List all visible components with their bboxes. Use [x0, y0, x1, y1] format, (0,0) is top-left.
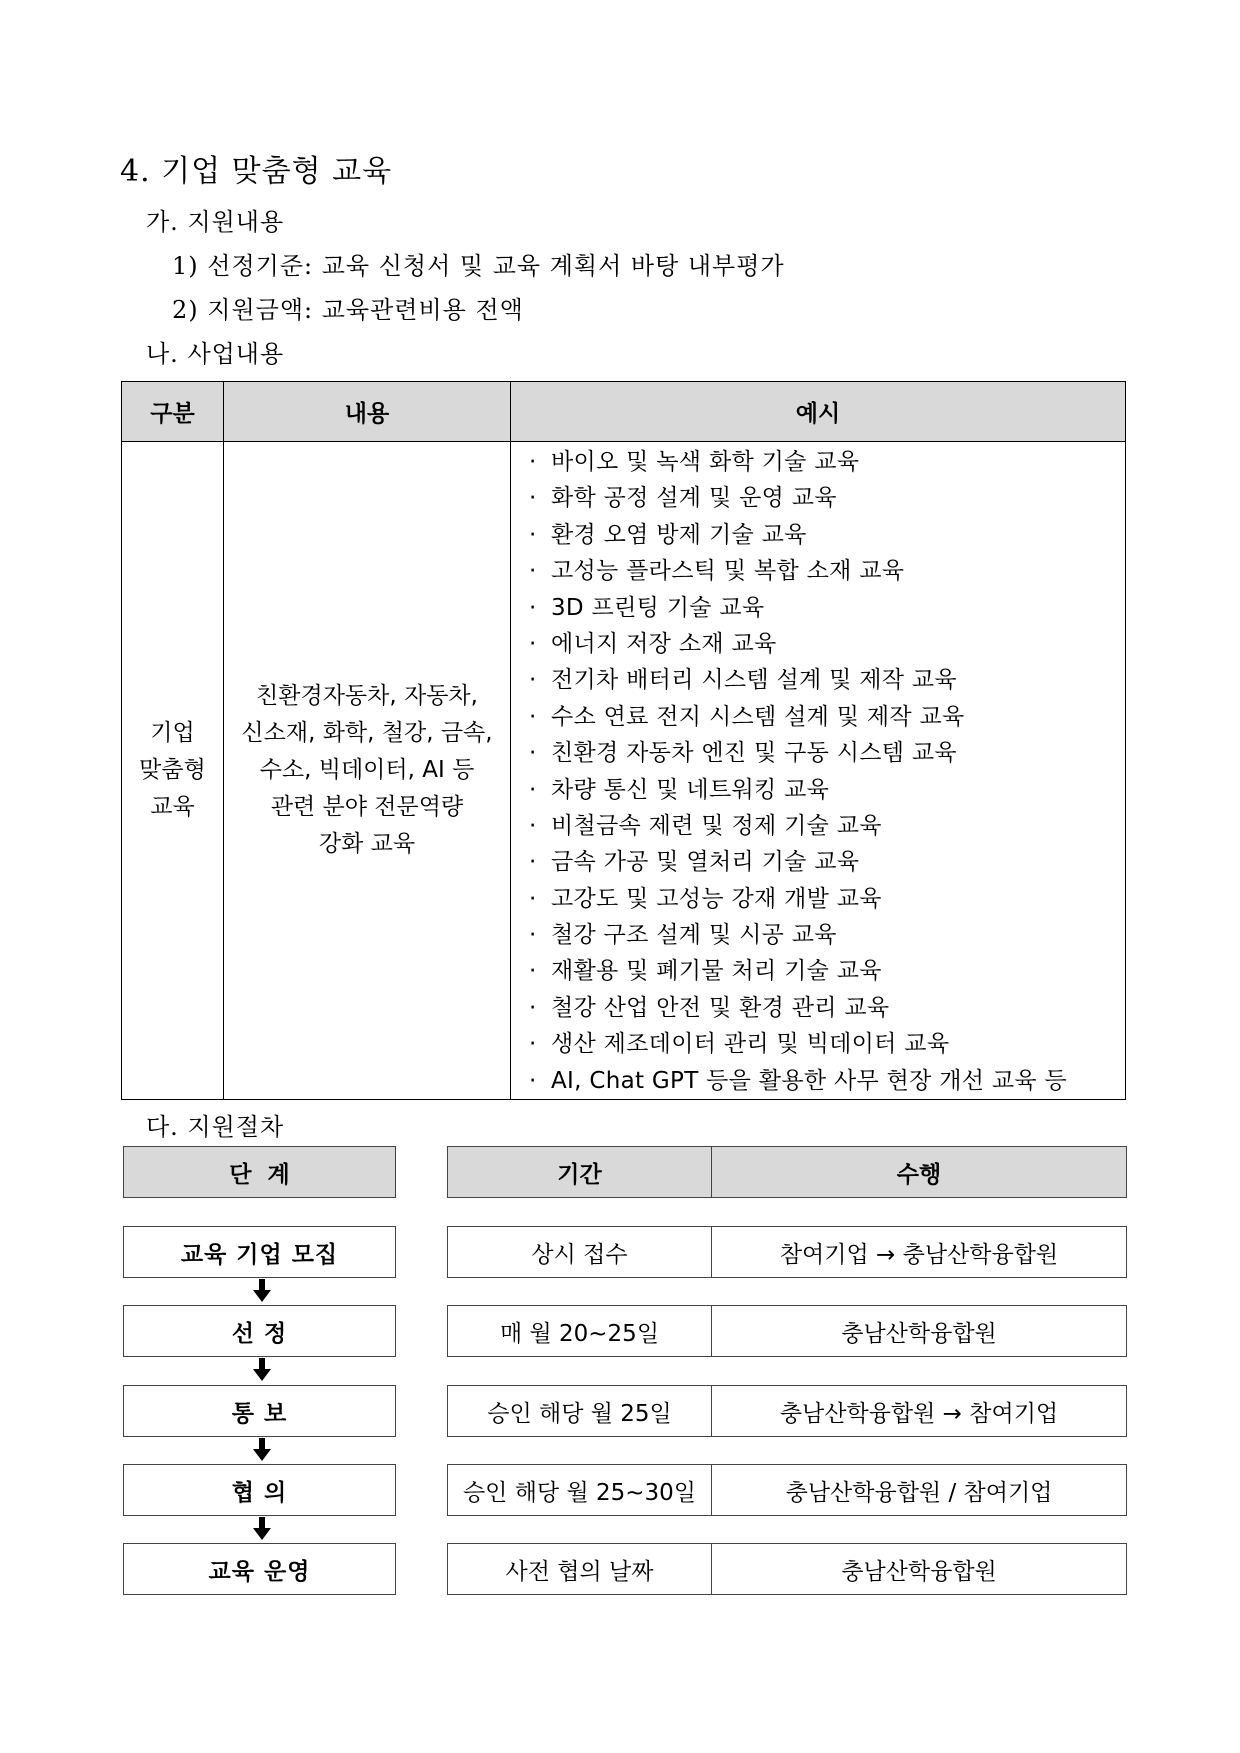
example-text: 금속 가공 및 열처리 기술 교육: [551, 849, 860, 876]
examples-list: [529, 444, 1125, 1099]
process-row: [447, 1305, 1127, 1357]
table-row: [122, 442, 1126, 1100]
process-header-row: [447, 1146, 1127, 1198]
bullet-icon: ·: [529, 521, 537, 548]
stage-box: 협 의: [123, 1464, 396, 1516]
section-a-item-2: 2) 지원금액: 교육관련비용 전액: [172, 296, 524, 324]
bullet-icon: ·: [529, 740, 537, 767]
example-item: [529, 480, 1125, 516]
bullet-icon: ·: [529, 922, 537, 949]
period-header: 기간: [448, 1147, 712, 1197]
table-header-row: [122, 382, 1126, 442]
example-item: [529, 917, 1125, 953]
example-text: 화학 공정 설계 및 운영 교육: [551, 485, 837, 512]
down-arrow-icon: [252, 1517, 272, 1541]
example-text: 에너지 저장 소재 교육: [551, 630, 777, 657]
bullet-icon: ·: [529, 1031, 537, 1058]
page-heading: 4. 기업 맞춤형 교육: [120, 154, 393, 189]
example-text: 전기차 배터리 시스템 설계 및 제작 교육: [551, 667, 957, 694]
example-text: 철강 구조 설계 및 시공 교육: [551, 922, 837, 949]
example-item: [529, 444, 1125, 480]
example-text: 고성능 플라스틱 및 복합 소재 교육: [551, 558, 905, 585]
example-text: 3D 프린팅 기술 교육: [551, 594, 765, 621]
down-arrow-icon: [252, 1438, 272, 1462]
example-item: [529, 990, 1125, 1026]
section-a-title: 가. 지원내용: [146, 208, 285, 236]
down-arrow-icon: [252, 1358, 272, 1382]
example-item: [529, 553, 1125, 589]
example-item: [529, 590, 1125, 626]
bullet-icon: ·: [529, 485, 537, 512]
example-text: 고강도 및 고성능 강재 개발 교육: [551, 885, 882, 912]
bullet-icon: ·: [529, 703, 537, 730]
performer-cell: 참여기업 → 충남산학융합원: [779, 1241, 1059, 1268]
period-cell: 승인 해당 월 25일: [448, 1386, 712, 1436]
example-text: AI, Chat GPT 등을 활용한 사무 현장 개선 교육 등: [551, 1067, 1068, 1094]
example-item: [529, 517, 1125, 553]
bullet-icon: ·: [529, 812, 537, 839]
example-item: [529, 844, 1125, 880]
period-cell: 승인 해당 월 25~30일: [448, 1465, 712, 1515]
example-item: [529, 626, 1125, 662]
performer-cell: 충남산학융합원: [841, 1320, 997, 1347]
bullet-icon: ·: [529, 776, 537, 803]
example-text: 수소 연료 전지 시스템 설계 및 제작 교육: [551, 703, 965, 730]
example-text: 환경 오염 방제 기술 교육: [551, 521, 807, 548]
bullet-icon: ·: [529, 849, 537, 876]
bullet-icon: ·: [529, 558, 537, 585]
process-row: [447, 1226, 1127, 1278]
bullet-icon: ·: [529, 594, 537, 621]
example-item: [529, 735, 1125, 771]
section-a-item-1: 1) 선정기준: 교육 신청서 및 교육 계획서 바탕 내부평가: [172, 252, 785, 280]
period-cell: 상시 접수: [448, 1227, 712, 1277]
category-cell: 기업 맞춤형 교육: [122, 442, 224, 1100]
section-b-title: 나. 사업내용: [146, 340, 285, 368]
process-row: [447, 1543, 1127, 1595]
process-row: [447, 1464, 1127, 1516]
bullet-icon: ·: [529, 449, 537, 475]
down-arrow-icon: [252, 1279, 272, 1303]
section-c-title: 다. 지원절차: [146, 1113, 285, 1141]
example-item: [529, 1063, 1125, 1099]
period-cell: 매 월 20~25일: [448, 1306, 712, 1356]
content-cell: 친환경자동차, 자동차, 신소재, 화학, 철강, 금속, 수소, 빅데이터, AI 등 관련 분야 전문역량 강화 교육: [224, 442, 511, 1100]
example-text: 비철금속 제련 및 정제 기술 교육: [551, 812, 882, 839]
example-item: [529, 1026, 1125, 1062]
process-row: [447, 1385, 1127, 1437]
example-item: [529, 808, 1125, 844]
examples-cell: [511, 442, 1126, 1100]
performer-cell: 충남산학융합원 → 참여기업: [779, 1400, 1059, 1427]
example-item: [529, 881, 1125, 917]
performer-cell: 충남산학융합원: [841, 1558, 997, 1585]
example-text: 재활용 및 폐기물 처리 기술 교육: [551, 958, 882, 985]
performer-cell: 충남산학융합원 / 참여기업: [785, 1479, 1053, 1506]
example-text: 친환경 자동차 엔진 및 구동 시스템 교육: [551, 740, 957, 767]
bullet-icon: ·: [529, 994, 537, 1021]
example-text: 바이오 및 녹색 화학 기술 교육: [551, 449, 860, 475]
example-text: 생산 제조데이터 관리 및 빅데이터 교육: [551, 1031, 950, 1058]
bullet-icon: ·: [529, 630, 537, 657]
performer-header: 수행: [896, 1161, 942, 1188]
example-text: 차량 통신 및 네트워킹 교육: [551, 776, 830, 803]
example-item: [529, 662, 1125, 698]
period-cell: 사전 협의 날짜: [448, 1544, 712, 1594]
stage-header: [123, 1146, 396, 1198]
stage-box: 교육 기업 모집: [123, 1226, 396, 1278]
bullet-icon: ·: [529, 1067, 537, 1094]
header-examples: 예시: [511, 382, 1126, 442]
header-content: 내용: [224, 382, 511, 442]
business-content-table: [121, 381, 1126, 1100]
example-item: [529, 699, 1125, 735]
stage-box: 교육 운영: [123, 1543, 396, 1595]
stage-box: 선 정: [123, 1305, 396, 1357]
stage-box: 통 보: [123, 1385, 396, 1437]
bullet-icon: ·: [529, 667, 537, 694]
bullet-icon: ·: [529, 958, 537, 985]
example-text: 철강 산업 안전 및 환경 관리 교육: [551, 994, 890, 1021]
example-item: [529, 953, 1125, 989]
stage-header-label: 단 계: [229, 1161, 290, 1188]
bullet-icon: ·: [529, 885, 537, 912]
header-category: 구분: [122, 382, 224, 442]
example-item: [529, 772, 1125, 808]
